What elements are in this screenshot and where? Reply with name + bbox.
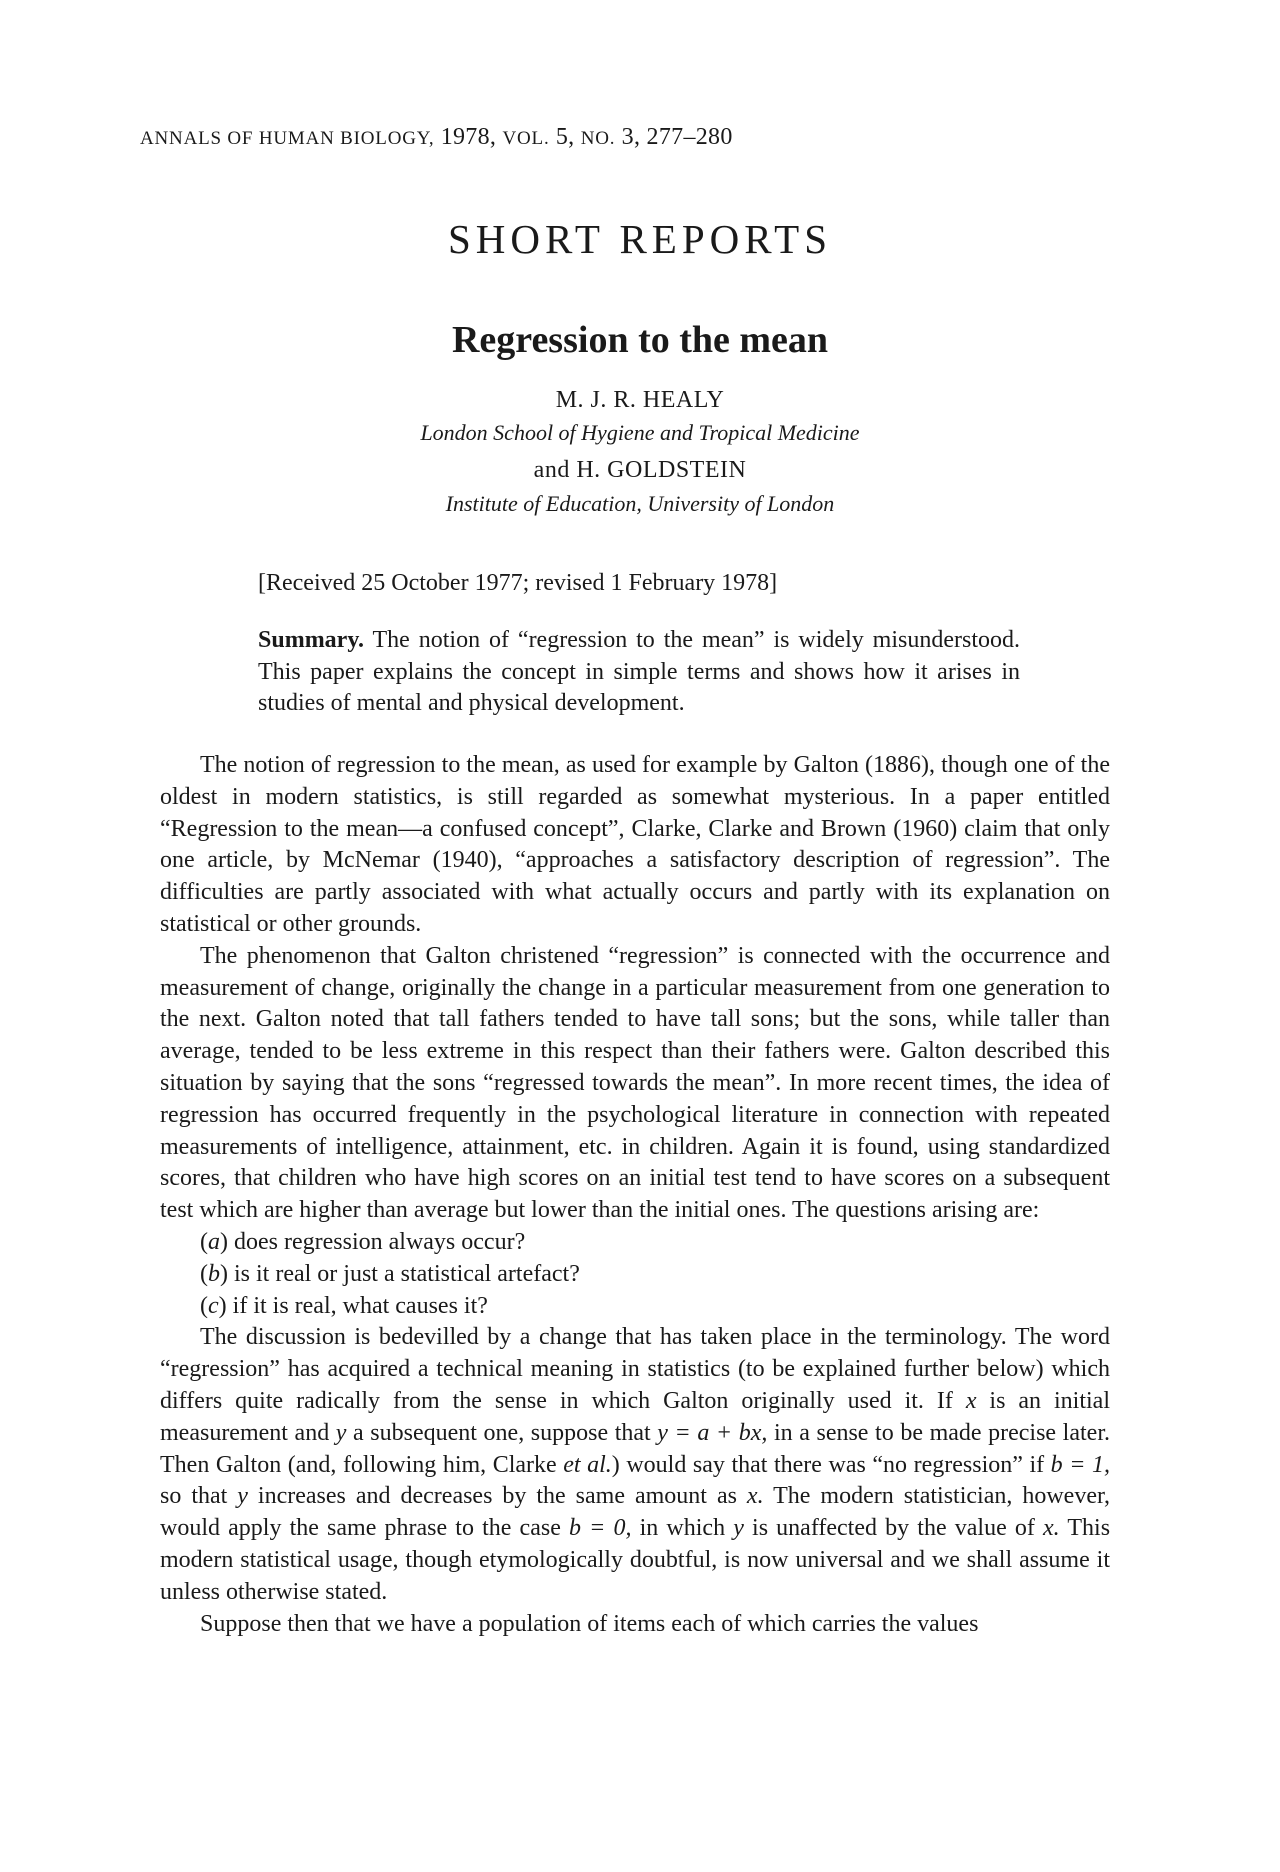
author-1-affiliation: London School of Hygiene and Tropical Medicine xyxy=(420,420,860,445)
text-run: so that xyxy=(160,1483,238,1510)
list-item-text: if it is real, what causes it? xyxy=(232,1292,488,1319)
journal-header xyxy=(140,124,733,151)
author-2-name: and H. GOLDSTEIN xyxy=(533,457,747,483)
text-run: This modern statistical usage, though etymologically doubtful, is now universal and we shall assume it unless otherwise stated. xyxy=(160,1515,1111,1605)
body-text xyxy=(160,750,1110,1640)
list-item-label: b xyxy=(208,1260,220,1287)
equation: b = 0, xyxy=(569,1515,632,1542)
math-variable: x. xyxy=(746,1483,764,1510)
text-run: The modern statistician, however, would apply the same phrase to the case xyxy=(160,1483,1110,1542)
paragraph-1: The notion of regression to the mean, as used for example by Galton (1886), though one of the oldest in modern statistics, is still regarded as somewhat mysterious. In a paper entitled “Regression to the mean—a confused concept”, Clarke, Clarke and Brown (1960) claim that only one article, by McNemar (1940), “approaches a satisfactory description of regression”. The difficulties are partly associated with what actually occurs and partly with its explanation on statistical or other grounds. xyxy=(160,752,1110,937)
volume-number: 5, xyxy=(555,124,575,150)
paragraph-4: Suppose then that we have a population of items each of which carries the values xyxy=(200,1610,979,1637)
list-item: (c) if it is real, what causes it? xyxy=(200,1292,488,1319)
questions-list xyxy=(160,1227,1110,1322)
summary xyxy=(258,625,1020,720)
paragraph-3 xyxy=(160,1322,1110,1608)
text-run: in which xyxy=(631,1515,734,1542)
text-run: is an initial measurement and xyxy=(160,1387,1110,1446)
journal-year: 1978, xyxy=(440,124,497,150)
text-run: The discussion is bedevilled by a change that has taken place in the terminology. The word “regression” has acquired a technical meaning in statistics (to be explained further below) which differs quite radically from the sense in which Galton originally used it. If xyxy=(160,1324,1110,1414)
issue-pages: 3, 277–280 xyxy=(621,124,733,150)
text-run: a subsequent one, suppose that xyxy=(346,1419,658,1446)
text-run: increases and decreases by the same amount as xyxy=(247,1483,747,1510)
paper-title: Regression to the mean xyxy=(451,319,829,361)
math-variable: x xyxy=(965,1387,977,1414)
journal-name: ANNALS OF HUMAN BIOLOGY, xyxy=(140,128,435,149)
math-variable: y xyxy=(335,1419,347,1446)
text-run: ) would say that there was “no regression” if xyxy=(611,1451,1051,1478)
author-1-name: M. J. R. HEALY xyxy=(555,387,725,413)
list-item-text: is it real or just a statistical artefact? xyxy=(234,1260,580,1287)
list-item-label: a xyxy=(208,1228,220,1255)
text-run: is unaffected by the value of xyxy=(743,1515,1043,1542)
math-variable: x. xyxy=(1043,1515,1060,1542)
summary-label: Summary. xyxy=(258,627,365,653)
list-item-label: c xyxy=(208,1292,219,1319)
list-item-text: does regression always occur? xyxy=(234,1228,526,1255)
paragraph-2: The phenomenon that Galton christened “regression” is connected with the occurrence and measurement of change, originally the change in a particular measurement from one generation to the next. Galton noted that tall fathers tended to have tall sons; but the sons, while taller than average, tended to be less extreme in this respect than their fathers were. Galton described this situation by saying that the sons “regressed towards the mean”. In more recent times, the idea of regression has occurred frequently in the psychological literature in connection with repeated measurements of intelligence, attainment, etc. in children. Again it is found, using standardized scores, that children who have high scores on an initial test tend to have scores on a subsequent test which are higher than average but lower than the initial ones. The questions arising are: xyxy=(160,942,1110,1224)
received-dates: [Received 25 October 1977; revised 1 February 1978] xyxy=(258,570,778,596)
list-item: (a) does regression always occur? xyxy=(200,1228,526,1255)
text-run: in a sense to be made precise later. Then Galton (and, following him, Clarke xyxy=(160,1419,1110,1478)
author-2-affiliation: Institute of Education, University of London xyxy=(445,491,835,516)
equation: y = a + bx, xyxy=(657,1419,768,1446)
issue-label: NO. xyxy=(580,128,616,149)
list-item: (b) is it real or just a statistical artefact? xyxy=(200,1260,580,1287)
volume-label: VOL. xyxy=(502,128,550,149)
math-variable: y xyxy=(237,1483,248,1510)
equation: b = 1, xyxy=(1050,1451,1110,1478)
section-title: SHORT REPORTS xyxy=(448,216,832,262)
summary-text: The notion of “regression to the mean” is widely misunderstood. This paper explains the concept in simple terms and shows how it arises in studies of mental and physical development. xyxy=(258,627,1020,716)
et-al: et al. xyxy=(563,1451,612,1478)
math-variable: y xyxy=(733,1515,744,1542)
